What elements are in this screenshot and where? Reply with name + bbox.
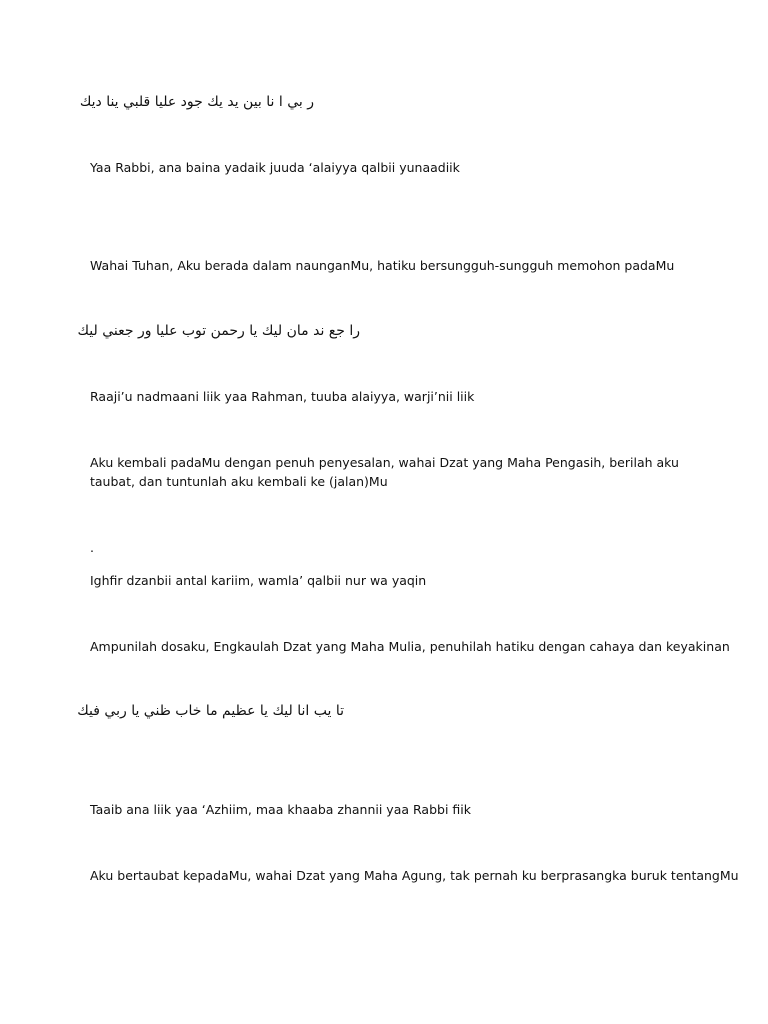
arabic-verse-2: را جع ند مان ليك يا رحمن توب عليا ور جعني ليك [77, 323, 360, 339]
translation-verse-3: Ampunilah dosaku, Engkaulah Dzat yang Maha Mulia, penuhilah hatiku dengan cahaya dan keyakinan [90, 639, 730, 654]
transliteration-verse-4: Taaib ana liik yaa ‘Azhiim, maa khaaba zhannii yaa Rabbi fiik [90, 802, 471, 817]
translation-verse-4: Aku bertaubat kepadaMu, wahai Dzat yang Maha Agung, tak pernah ku berprasangka buruk tentangMu [90, 868, 739, 883]
arabic-verse-1: ر بي ا نا بين يد يك جود عليا قلبي ينا ديك [79, 94, 314, 110]
translation-verse-1: Wahai Tuhan, Aku berada dalam naunganMu, hatiku bersungguh-sungguh memohon padaMu [90, 258, 675, 273]
transliteration-verse-2: Raaji’u nadmaani liik yaa Rahman, tuuba alaiyya, warji’nii liik [90, 389, 475, 404]
separator-dot: . [90, 540, 94, 555]
translation-verse-2: Aku kembali padaMu dengan penuh penyesalan, wahai Dzat yang Maha Pengasih, berilah aku taubat, dan tuntunlah aku kembali ke (jalan)Mu [90, 455, 679, 489]
transliteration-verse-1: Yaa Rabbi, ana baina yadaik juuda ‘alaiyya qalbii yunaadiik [90, 160, 460, 175]
transliteration-verse-3: Ighfir dzanbii antal kariim, wamla’ qalbii nur wa yaqin [90, 573, 427, 588]
arabic-verse-4: تا يب انا ليك يا عظيم ما خاب ظني يا ربي فيك [77, 703, 344, 719]
